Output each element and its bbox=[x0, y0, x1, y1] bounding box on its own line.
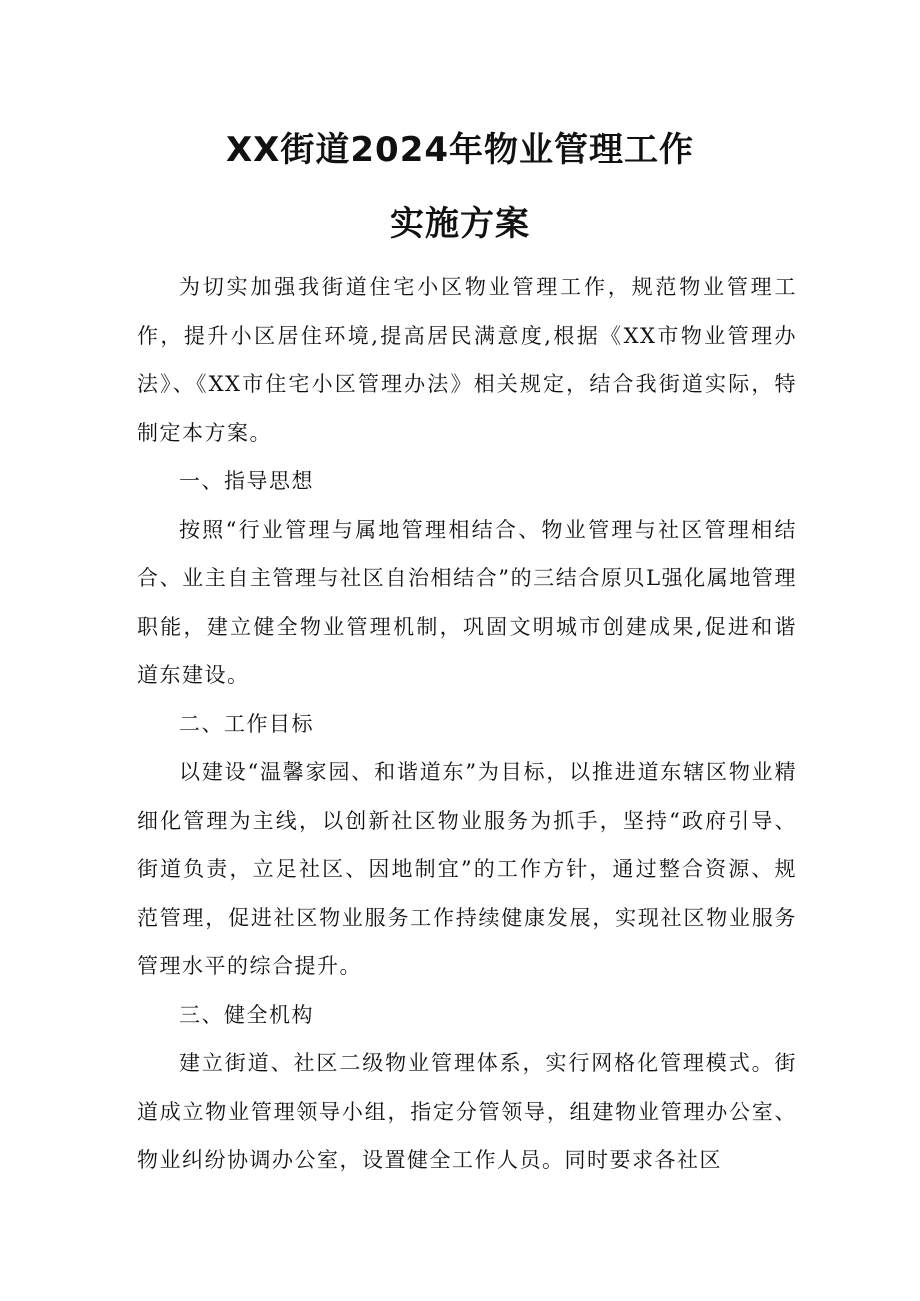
document-title-line-2: 实施方案 bbox=[390, 204, 530, 244]
guiding-ideology-paragraph: 按照“行业管理与属地管理相结合、物业管理与社区管理相结合、业主自主管理与社区自治相结合”的三结合原贝L强化属地管理职能，建立健全物业管理机制，巩固文明城市创建成果,促进和谐道东建设。 bbox=[137, 517, 797, 687]
document-body bbox=[137, 263, 797, 1185]
organization-paragraph: 建立街道、社区二级物业管理体系，实行网格化管理模式。街道成立物业管理领导小组，指定分管领导，组建物业管理办公室、物业纠纷协调办公室，设置健全工作人员。同时要求各社区 bbox=[137, 1051, 797, 1172]
section-heading-guiding-ideology: 一、指导思想 bbox=[179, 469, 314, 493]
work-goals-paragraph: 以建设“温馨家园、和谐道东”为目标，以推进道东辖区物业精细化管理为主线，以创新社区物业服务为抓手，坚持“政府引导、街道负责，立足社区、因地制宜”的工作方针，通过整合资源、规范管理，促进社区物业服务工作持续健康发展，实现社区物业服务管理水平的综合提升。 bbox=[137, 760, 797, 978]
section-heading-work-goals: 二、工作目标 bbox=[179, 711, 314, 736]
document-title-line-1: XX街道2024年物业管理工作 bbox=[225, 130, 695, 170]
intro-paragraph: 为切实加强我街道住宅小区物业管理工作，规范物业管理工作，提升小区居住环境,提高居民满意度,根据《XX市物业管理办法》、《XX市住宅小区管理办法》相关规定，结合我街道实际，特制定本方案。 bbox=[137, 275, 797, 445]
section-heading-organization: 三、健全机构 bbox=[179, 1002, 314, 1027]
